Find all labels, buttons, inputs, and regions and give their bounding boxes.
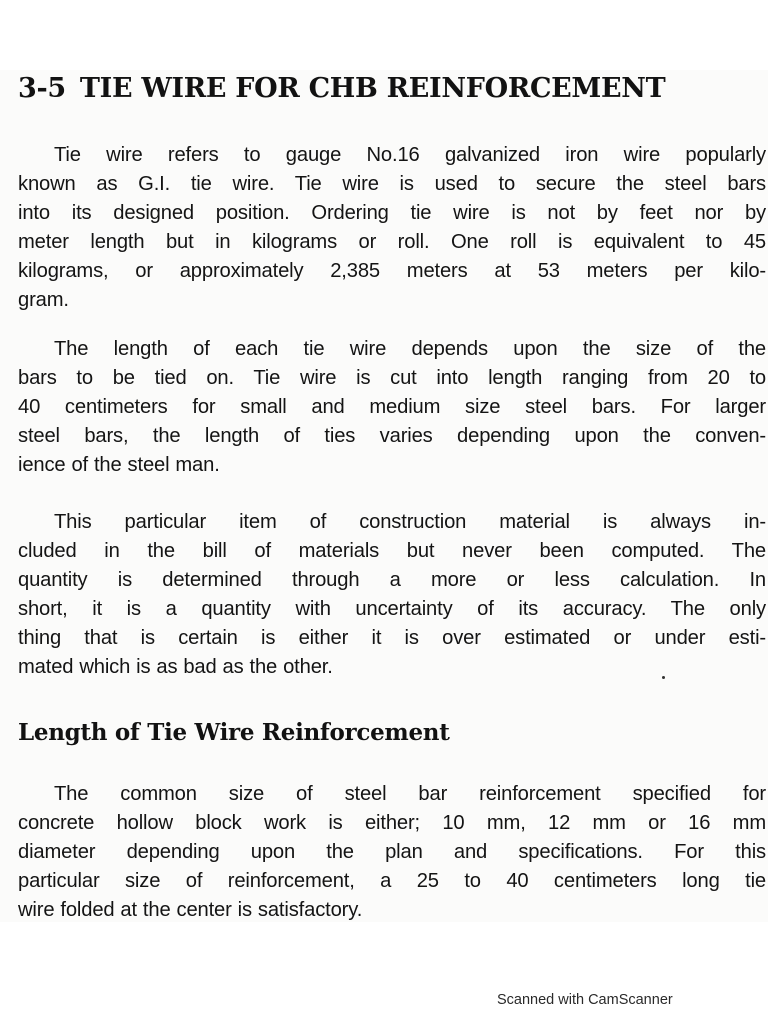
paragraph-line: The common size of steel bar reinforcement specified for <box>54 783 766 805</box>
paragraph-reinforcement-size <box>18 780 766 925</box>
paragraph-line: meter length but in kilograms or roll. One roll is equivalent to 45 <box>18 231 766 253</box>
scan-speck <box>662 676 665 679</box>
section-title: TIE WIRE FOR CHB REINFORCEMENT <box>79 73 666 104</box>
paragraph-line: This particular item of construction material is always in- <box>54 511 766 533</box>
paragraph-line: The length of each tie wire depends upon the size of the <box>54 338 766 360</box>
section-number: 3-5 <box>18 73 66 104</box>
paragraph-line: bars to be tied on. Tie wire is cut into length ranging from 20 to <box>18 367 766 389</box>
scanner-watermark: Scanned with CamScanner <box>497 992 673 1008</box>
paragraph-line: steel bars, the length of ties varies depending upon the conven- <box>18 425 766 447</box>
paragraph-line: into its designed position. Ordering tie wire is not by feet nor by <box>18 202 766 224</box>
paragraph-line: concrete hollow block work is either; 10 mm, 12 mm or 16 mm <box>18 812 766 834</box>
paragraph-line: gram. <box>18 289 69 311</box>
paragraph-estimation-uncertainty <box>18 508 766 682</box>
paragraph-line: quantity is determined through a more or less calculation. In <box>18 569 766 591</box>
paragraph-line: kilograms, or approximately 2,385 meters at 53 meters per kilo- <box>18 260 766 282</box>
paragraph-tie-wire-definition <box>18 141 766 315</box>
paragraph-line: short, it is a quantity with uncertainty of its accuracy. The only <box>18 598 766 620</box>
paragraph-line: mated which is as bad as the other. <box>18 656 333 678</box>
paragraph-tie-wire-length <box>18 335 766 480</box>
subsection-heading: Length of Tie Wire Reinforcement <box>18 719 450 746</box>
paragraph-line: 40 centimeters for small and medium size steel bars. For larger <box>18 396 766 418</box>
paragraph-line: wire folded at the center is satisfactory. <box>18 899 363 921</box>
paragraph-line: thing that is certain is either it is over estimated or under esti- <box>18 627 766 649</box>
paragraph-line: ience of the steel man. <box>18 454 220 476</box>
paragraph-line: Tie wire refers to gauge No.16 galvanized iron wire popularly <box>54 144 766 166</box>
paragraph-line: known as G.I. tie wire. Tie wire is used to secure the steel bars <box>18 173 766 195</box>
paragraph-line: diameter depending upon the plan and specifications. For this <box>18 841 766 863</box>
paragraph-line: cluded in the bill of materials but never been computed. The <box>18 540 766 562</box>
paragraph-line: particular size of reinforcement, a 25 to 40 centimeters long tie <box>18 870 766 892</box>
section-heading <box>18 72 758 106</box>
